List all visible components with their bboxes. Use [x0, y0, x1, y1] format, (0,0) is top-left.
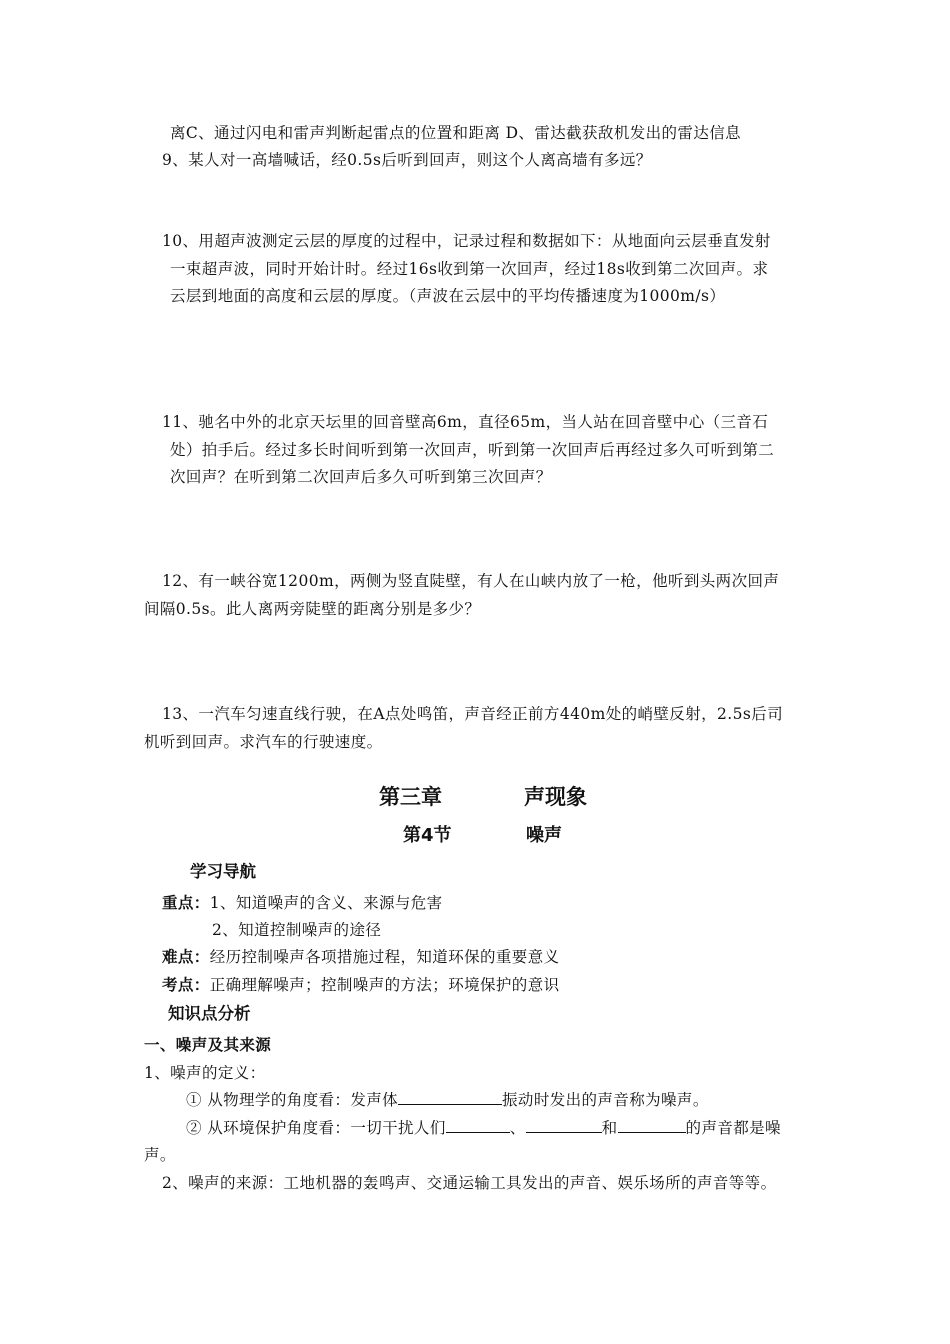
question-11-line1: 11、驰名中外的北京天坛里的回音壁高6m，直径65m，当人站在回音壁中心（三音石 — [162, 413, 769, 431]
definition-2 — [186, 1118, 781, 1138]
exam-line — [162, 975, 560, 995]
question-13-line1: 13、一汽车匀速直线行驶，在A点处鸣笛，声音经正前方440m处的峭壁反射，2.5s后司 — [162, 705, 784, 723]
question-10-line3: 云层到地面的高度和云层的厚度。（声波在云层中的平均传播速度为1000m/s） — [170, 287, 726, 305]
chapter-title: 声现象 — [524, 785, 587, 809]
difficulty-label: 难点： — [162, 947, 210, 966]
definition-title: 1、噪声的定义： — [144, 1064, 266, 1082]
blank-1[interactable] — [398, 1090, 502, 1105]
question-13-line2: 机听到回声。求汽车的行驶速度。 — [144, 733, 383, 751]
definition-2-pre: ② 从环境保护角度看：一切干扰人们 — [186, 1119, 446, 1137]
focus-label: 重点： — [162, 893, 210, 912]
blank-2[interactable] — [446, 1118, 510, 1133]
definition-2-sep1: 、 — [509, 1119, 526, 1137]
question-10-line1: 10、用超声波测定云层的厚度的过程中，记录过程和数据如下：从地面向云层垂直发射 — [162, 232, 771, 250]
exam-label: 考点： — [162, 975, 210, 994]
definition-1-pre: ① 从物理学的角度看：发声体 — [186, 1091, 399, 1109]
difficulty-text: 经历控制噪声各项措施过程，知道环保的重要意义 — [209, 948, 560, 966]
blank-4[interactable] — [618, 1118, 686, 1133]
question-11-line3: 次回声？在听到第二次回声后多久可听到第三次回声？ — [170, 468, 552, 486]
question-9: 9、某人对一高墙喊话，经0.5s后听到回声，则这个人离高墙有多远？ — [162, 151, 652, 169]
definition-1-post: 振动时发出的声音称为噪声。 — [502, 1091, 709, 1109]
focus-item-2: 2、知道控制噪声的途径 — [212, 921, 382, 939]
exam-text: 正确理解噪声；控制噪声的方法；环境保护的意识 — [209, 976, 560, 994]
question-11-line2: 处）拍手后。经过多长时间听到第一次回声，听到第一次回声后再经过多久可听到第二 — [170, 441, 775, 459]
chapter-number: 第三章 — [379, 785, 442, 809]
section-number: 第4节 — [403, 825, 452, 846]
question-12-line2: 间隔0.5s。此人离两旁陡壁的距离分别是多少？ — [144, 600, 481, 618]
option-line: 离C、通过闪电和雷声判断起雷点的位置和距离 D、雷达截获敌机发出的雷达信息 — [170, 124, 742, 142]
question-12-line1: 12、有一峡谷宽1200m，两侧为竖直陡壁，有人在山峡内放了一枪，他听到头两次回声 — [162, 572, 780, 590]
noise-source: 2、噪声的来源：工地机器的轰鸣声、交通运输工具发出的声音、娱乐场所的声音等等。 — [162, 1174, 777, 1192]
definition-2-post: 的声音都是噪 — [685, 1119, 781, 1137]
question-10-line2: 一束超声波，同时开始计时。经过16s收到第一次回声，经过18s收到第二次回声。求 — [170, 260, 769, 278]
analysis-title: 知识点分析 — [168, 1004, 251, 1023]
part1-title: 一、噪声及其来源 — [144, 1036, 272, 1054]
guide-title: 学习导航 — [190, 862, 256, 881]
definition-2-sep2: 和 — [601, 1119, 618, 1137]
section-title: 噪声 — [526, 825, 562, 846]
focus-line — [162, 893, 443, 913]
definition-1 — [186, 1090, 709, 1110]
focus-item-1: 1、知道噪声的含义、来源与危害 — [209, 894, 443, 912]
definition-2-tail: 声。 — [144, 1146, 176, 1164]
difficulty-line — [162, 947, 560, 967]
blank-3[interactable] — [526, 1118, 602, 1133]
